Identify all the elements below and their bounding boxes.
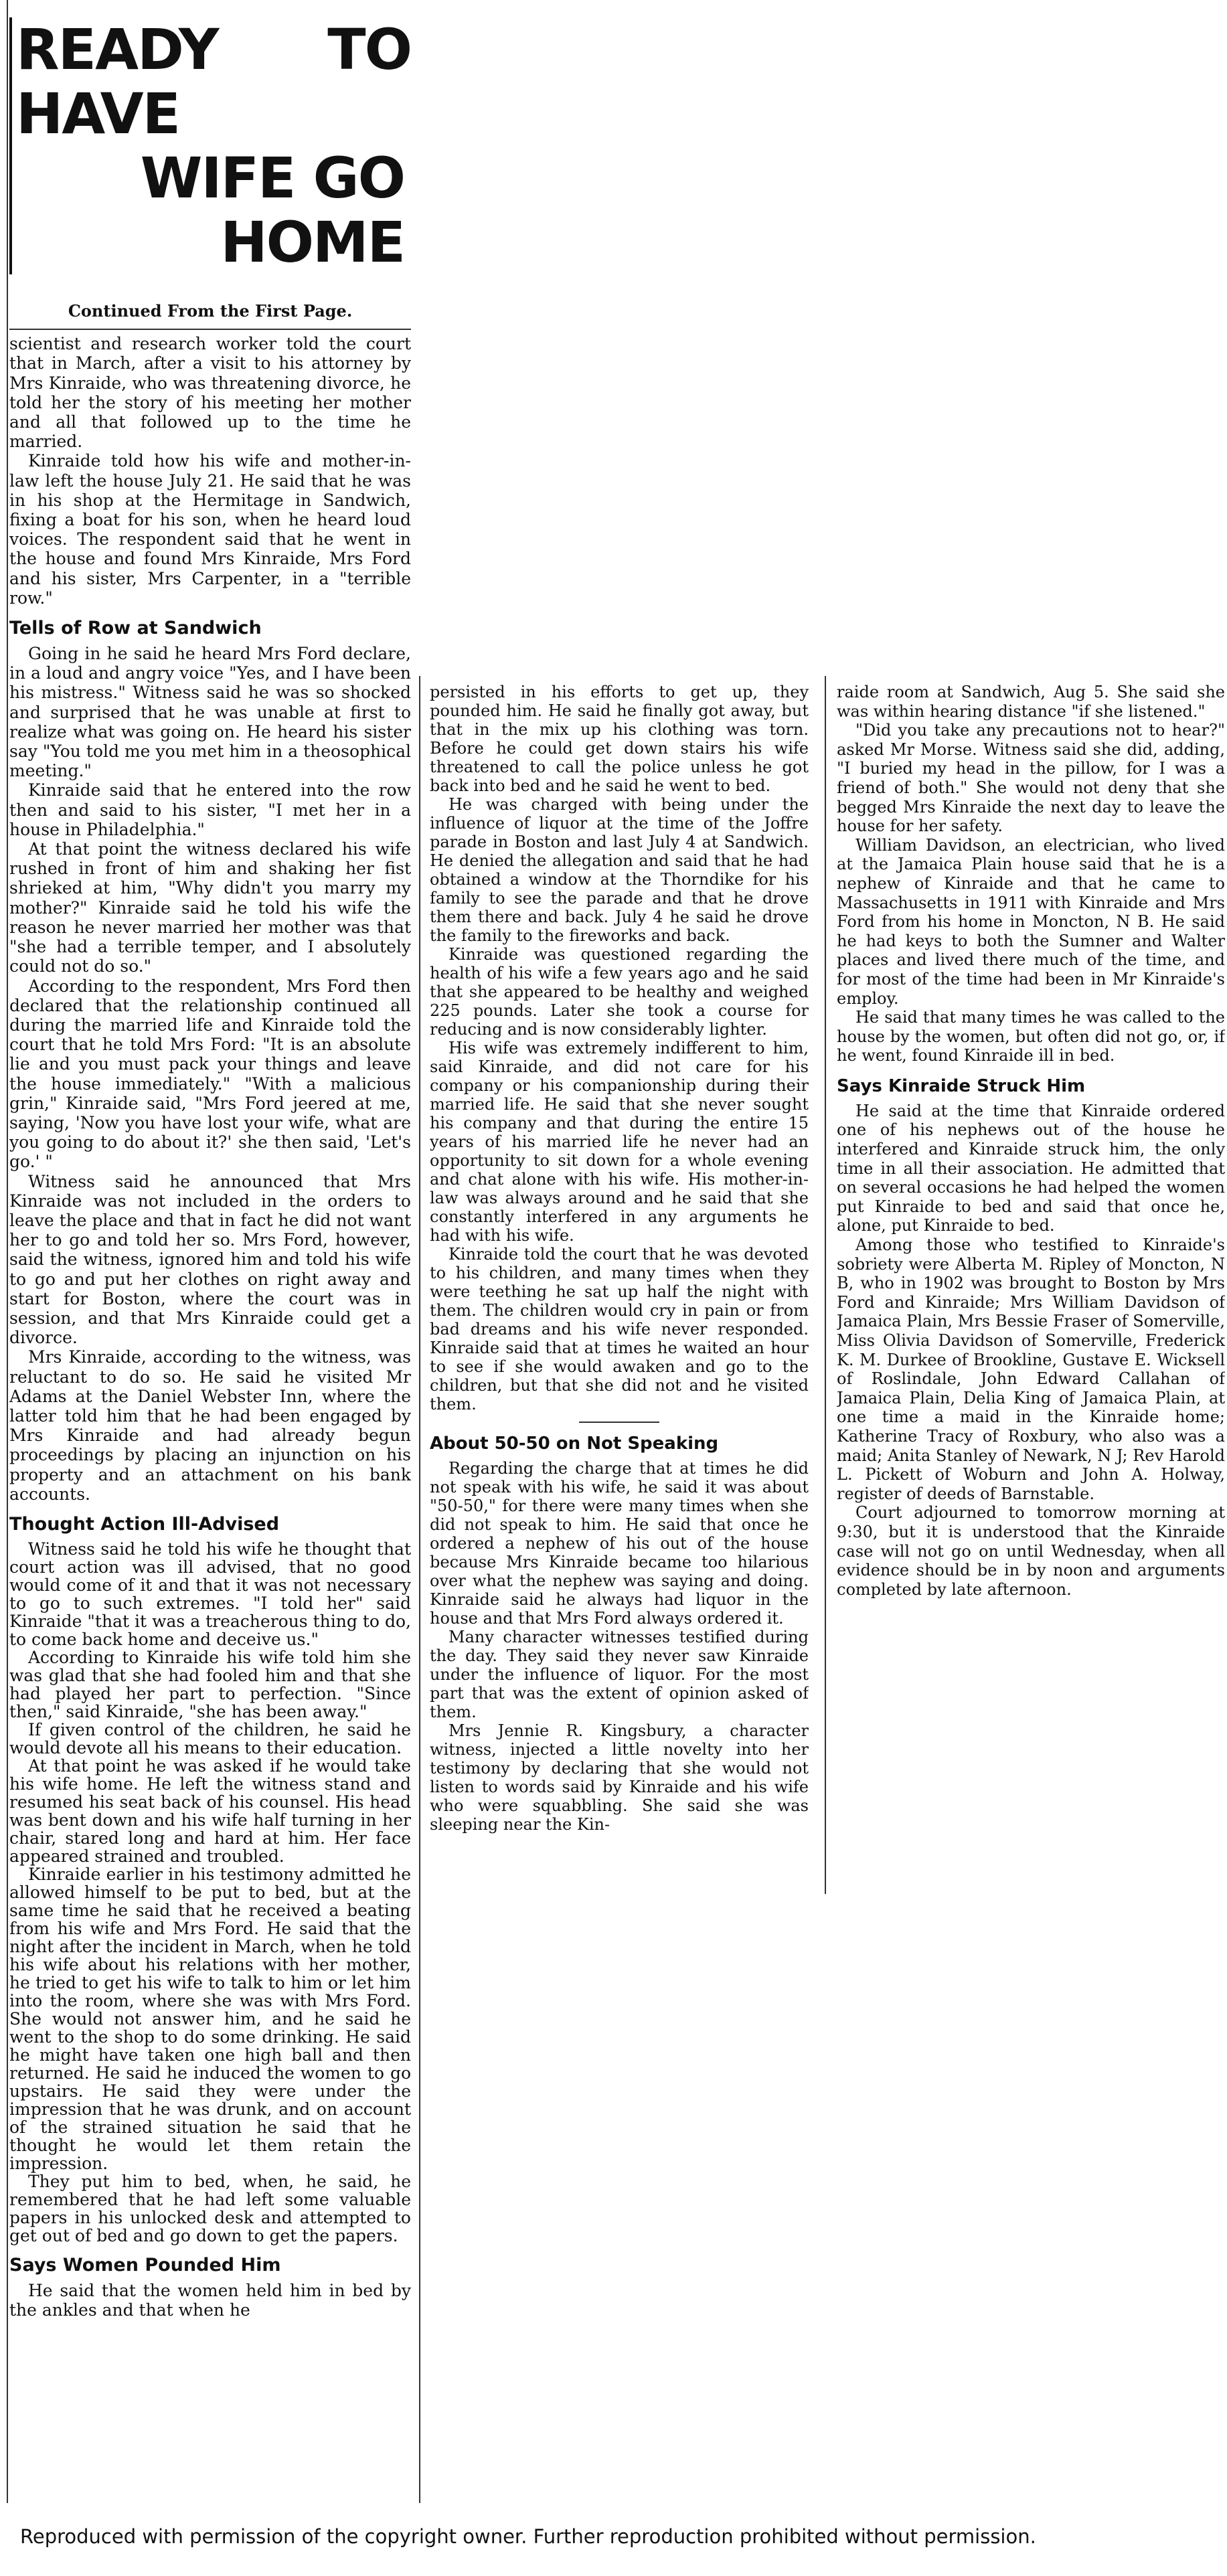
subhead-about-50-50: About 50-50 on Not Speaking <box>430 1434 719 1454</box>
paragraph: He said that many times he was called to the house by the women, but often did not go, or, if he went, found Kinraide ill in bed. <box>837 1008 1225 1065</box>
paragraph: persisted in his efforts to get up, they pounded him. He said he finally got away, but that in the mix up his clothing was torn. Before he could get down stairs his wife threatened to call the police unless he got back into bed and he said he went to bed. <box>430 683 809 795</box>
paragraph: At that point the witness declared his wife rushed in front of him and shaking her fist shrieked at him, "Why didn't you marry my mother?" Kinraide said he told his wife the reason he never married her mother was that "she had a terrible temper, and I absolutely could not do so." <box>9 839 411 976</box>
paragraph: Among those who testified to Kinraide's sobriety were Alberta M. Ripley of Moncton, N B, who in 1902 was brought to Boston by Mrs Ford and Kinraide; Mrs William Davidson of Jamaica Plain, Mrs Bessie Fraser of Somerville, Miss Olivia Davidson of Somerville, Frederick K. M. Durkee of Brookline, Gustave E. Wicksell of Roslindale, John Edward Callahan of Jamaica Plain, Delia King of Jamaica Plain, at one time a maid in the Kinraide home; Katherine Tracy of Roxbury, who also was a maid; Anita Stanley of Newark, N J; Rev Harold L. Pickett of Woburn and John A. Holway, register of deeds of Barnstable. <box>837 1235 1225 1503</box>
paragraph: His wife was extremely indifferent to him, said Kinraide, and did not care for his company or his companionship during their married life. He said that she never sought his company and that during the entire 15 years of his married life he never had an opportunity to sit down for a whole evening and chat alone with his wife. His mother-in-law was always around and he said that she constantly interfered in any arguments he had with his wife. <box>430 1039 809 1245</box>
paragraph: Kinraide was questioned regarding the health of his wife a few years ago and he said that she appeared to be healthy and weighed 225 pounds. Later she took a course for reducing and is now considerably lighter. <box>430 945 809 1039</box>
section-divider <box>579 1422 659 1423</box>
headline-line-2: WIFE GO HOME <box>140 145 404 275</box>
paragraph: Many character witnesses testified during the day. They said they never saw Kinraide under the influence of liquor. For the most part that was the extent of opinion asked of them. <box>430 1628 809 1721</box>
paragraph: Mrs Kinraide, according to the witness, was reluctant to do so. He said he visited Mr Adams at the Daniel Webster Inn, where the latter told him that he had been engaged by Mrs Kinraide and had already begun proceedings by placing an injunction on his property and an attachment on his bank accounts. <box>9 1347 411 1504</box>
paragraph: Kinraide said that he entered into the row then and said to his sister, "I met her in a house in Philadelphia." <box>9 780 411 839</box>
headline-line-1: READY TO HAVE <box>16 17 411 147</box>
column-rule-2 <box>825 676 826 1894</box>
paragraph: They put him to bed, when, he said, he remembered that he had left some valuable papers in his unlocked desk and attempted to get out of bed and go down to get the papers. <box>9 2171 411 2245</box>
paragraph: He said that the women held him in bed by the ankles and that when he <box>9 2280 411 2320</box>
subhead-kinraide-struck: Says Kinraide Struck Him <box>837 1076 1086 1096</box>
paragraph: raide room at Sandwich, Aug 5. She said she was within hearing distance "if she listened." <box>837 683 1225 721</box>
paragraph: Kinraide earlier in his testimony admitted he allowed himself to be put to bed, but at the same time he said that he received a beating from his wife and Mrs Ford. He said that the night after the incident in March, when he told his wife about his relations with her mother, he tried to get his wife to talk to him or let him into the room, where she was with Mrs Ford. She would not answer him, and he said he went to the shop to do some drinking. He said he might have taken one high ball and then returned. He said he induced the women to go upstairs. He said they were under the impression that he was drunk, and on account of the strained situation he said that he thought he would let them retain the impression. <box>9 1864 411 2173</box>
continued-notice: Continued From the First Page. <box>9 301 411 330</box>
paragraph: scientist and research worker told the court that in March, after a visit to his attorney by Mrs Kinraide, who was threatening divorce, he told her the story of his meeting her mother and all that followed up to the time he married. <box>9 334 411 452</box>
paragraph: Going in he said he heard Mrs Ford declare, in a loud and angry voice "Yes, and I have been his mistress." Witness said he was so shocked and surprised that he was unable at first to realize what was going on. He heard his sister say "You told me you met him in a theosophical meeting." <box>9 644 411 781</box>
paragraph: Witness said he announced that Mrs Kinraide was not included in the orders to leave the place and that in fact he did not want her to go and told her so. Mrs Ford, however, said the witness, ignored him and told his wife to go and put her clothes on right away and start for Boston, where the court was in session, and that Mrs Kinraide could get a divorce. <box>9 1171 411 1348</box>
subhead-tells-of-row: Tells of Row at Sandwich <box>9 618 262 639</box>
paragraph: Mrs Jennie R. Kingsbury, a character witness, injected a little novelty into her testimony by declaring that she would not listen to words said by Kinraide and his wife who were squabbling. She said she was sleeping near the Kin- <box>430 1721 809 1834</box>
paragraph: According to the respondent, Mrs Ford then declared that the relationship continued all during the married life and Kinraide told the court that he told Mrs Ford: "It is an absolute lie and you must pack your things and leave the house immediately." "With a malicious grin," Kinraide said, "Mrs Ford jeered at me, saying, 'Now you have lost your wife, what are you going to do about it?' she then said, 'Let's go.' " <box>9 976 411 1172</box>
column-3 <box>837 683 1225 1599</box>
paragraph: Kinraide told how his wife and mother-in-law left the house July 21. He said that he was in his shop at the Hermitage in Sandwich, fixing a boat for his son, when he heard loud voices. The respondent said that he went in the house and found Mrs Kinraide, Mrs Ford and his sister, Mrs Carpenter, in a "terrible row." <box>9 451 411 608</box>
column-rule-1 <box>419 676 420 2503</box>
subhead-women-pounded: Says Women Pounded Him <box>9 2254 281 2276</box>
paragraph: Regarding the charge that at times he did not speak with his wife, he said it was about "50-50," for there were many times when she did not speak to him. He said that once he ordered a nephew of his out of the house because Mrs Kinraide became too hilarious over what the nephew was saying and doing. Kinraide said he always had liquor in the house and that Mrs Ford always ordered it. <box>430 1459 809 1628</box>
column-1 <box>9 0 411 2320</box>
paragraph: Court adjourned to tomorrow morning at 9:30, but it is understood that the Kinraide case will not go on until Wednesday, when all evidence should be in by noon and arguments completed by late afternoon. <box>837 1503 1225 1599</box>
copyright-notice: Reproduced with permission of the copyright owner. Further reproduction prohibited without permission. <box>20 2525 1036 2548</box>
paragraph: At that point he was asked if he would take his wife home. He left the witness stand and resumed his seat back of his counsel. His head was bent down and his wife half turning in her chair, stared long and hard at him. Her face appeared strained and troubled. <box>9 1755 411 1866</box>
paragraph: He said at the time that Kinraide ordered one of his nephews out of the house he interfered and Kinraide struck him, the only time in all their association. He admitted that on several occasions he had helped the women put Kinraide to bed and said that once he, alone, put Kinraide to bed. <box>837 1101 1225 1235</box>
headline <box>9 17 411 274</box>
paragraph: Witness said he told his wife he thought that court action was ill advised, that no good would come of it and that it was not necessary to go to such extremes. "I told her" said Kinraide "that it was a treacherous thing to do, to come back home and deceive us." <box>9 1539 411 1649</box>
paragraph: According to Kinraide his wife told him she was glad that she had fooled him and that she had played her part to perfection. "Since then," said Kinraide, "she has been away." <box>9 1647 411 1721</box>
paragraph: "Did you take any precautions not to hear?" asked Mr Morse. Witness said she did, adding, "I buried my head in the pillow, for I was a friend of both." She would not deny that she begged Mrs Kinraide the next day to leave the house for her safety. <box>837 721 1225 836</box>
paragraph: He was charged with being under the influence of liquor at the time of the Joffre parade in Boston and last July 4 at Sandwich. He denied the allegation and said that he had obtained a window at the Thorndike for his family to see the parade and that he drove them there and back. July 4 he said he drove the family to the fireworks and back. <box>430 795 809 945</box>
subhead-thought-action: Thought Action Ill-Advised <box>9 1513 280 1535</box>
column-2 <box>430 683 809 1834</box>
paragraph: William Davidson, an electrician, who lived at the Jamaica Plain house said that he is a nephew of Kinraide and that he came to Massachusetts in 1911 with Kinraide and Mrs Ford from his home in Moncton, N B. He said he had keys to both the Sumner and Walter places and lived there much of the time, and for most of the time had been in Mr Kinraide's employ. <box>837 835 1225 1008</box>
paragraph: Kinraide told the court that he was devoted to his children, and many times when they were teething he sat up half the night with them. The children would cry in pain or from bad dreams and his wife never responded. Kinraide said that at times he waited an hour to see if she would awaken and go to the children, but that she did not and he visited them. <box>430 1245 809 1413</box>
column-rule-left <box>7 0 8 2503</box>
paragraph: If given control of the children, he said he would devote all his means to their education. <box>9 1719 411 1757</box>
